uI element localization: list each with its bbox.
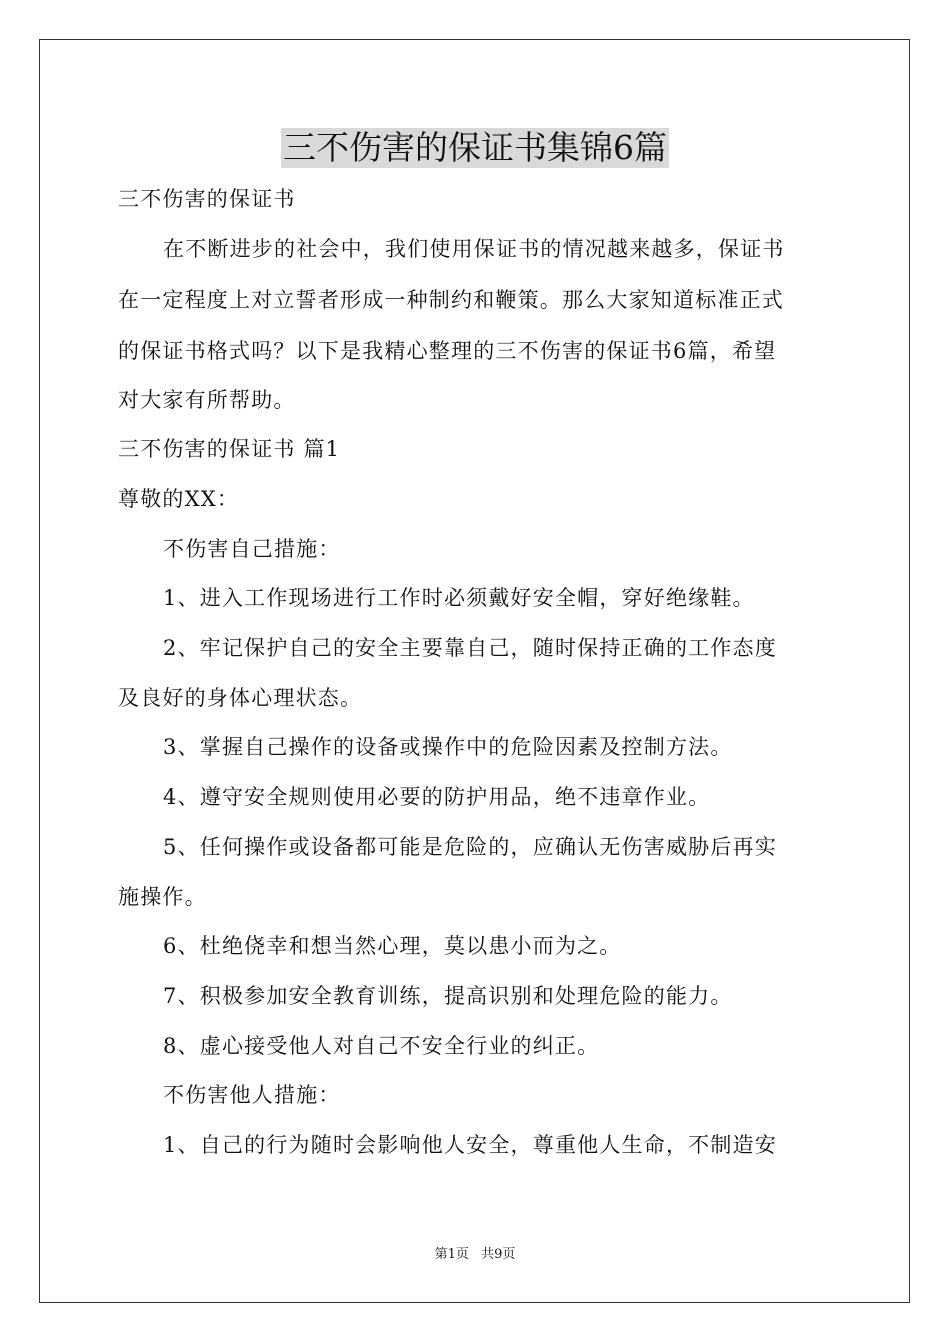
intro-line: 在一定程度上对立誓者形成一种制约和鞭策。那么大家知道标准正式 [118, 288, 784, 312]
document-subtitle: 三不伤害的保证书 [118, 187, 296, 211]
list-item: 2、牢记保护自己的安全主要靠自己，随时保持正确的工作态度 [163, 636, 777, 660]
page-footer [0, 1246, 950, 1264]
list-item: 6、杜绝侥幸和想当然心理，莫以患小而为之。 [163, 934, 622, 958]
intro-line: 的保证书格式吗？以下是我精心整理的三不伤害的保证书6篇，希望 [118, 339, 777, 363]
page-number: 第1页 [434, 1247, 469, 1262]
list-item: 3、掌握自己操作的设备或操作中的危险因素及控制方法。 [163, 735, 733, 759]
list-item: 7、积极参加安全教育训练，提高识别和处理危险的能力。 [163, 984, 733, 1008]
part1-heading: 不伤害自己措施： [163, 537, 341, 561]
list-item-continuation: 施操作。 [118, 885, 207, 909]
list-item: 8、虚心接受他人对自己不安全行业的纠正。 [163, 1034, 600, 1058]
salutation: 尊敬的XX： [118, 487, 240, 511]
list-item: 4、遵守安全规则使用必要的防护用品，绝不违章作业。 [163, 785, 711, 809]
intro-line: 在不断进步的社会中，我们使用保证书的情况越来越多，保证书 [163, 237, 785, 261]
list-item: 5、任何操作或设备都可能是危险的，应确认无伤害威胁后再实 [163, 835, 777, 859]
page-total: 共9页 [481, 1247, 516, 1262]
title-container [0, 128, 950, 168]
list-item: 1、自己的行为随时会影响他人安全，尊重他人生命，不制造安 [163, 1133, 777, 1157]
list-item-continuation: 及良好的身体心理状态。 [118, 686, 363, 710]
intro-line: 对大家有所帮助。 [118, 388, 296, 412]
page-border [39, 39, 910, 1303]
section-heading: 三不伤害的保证书 篇1 [118, 437, 341, 461]
part2-heading: 不伤害他人措施： [163, 1083, 341, 1107]
document-title: 三不伤害的保证书集锦6篇 [283, 128, 667, 167]
list-item: 1、进入工作现场进行工作时必须戴好安全帽，穿好绝缘鞋。 [163, 586, 755, 610]
